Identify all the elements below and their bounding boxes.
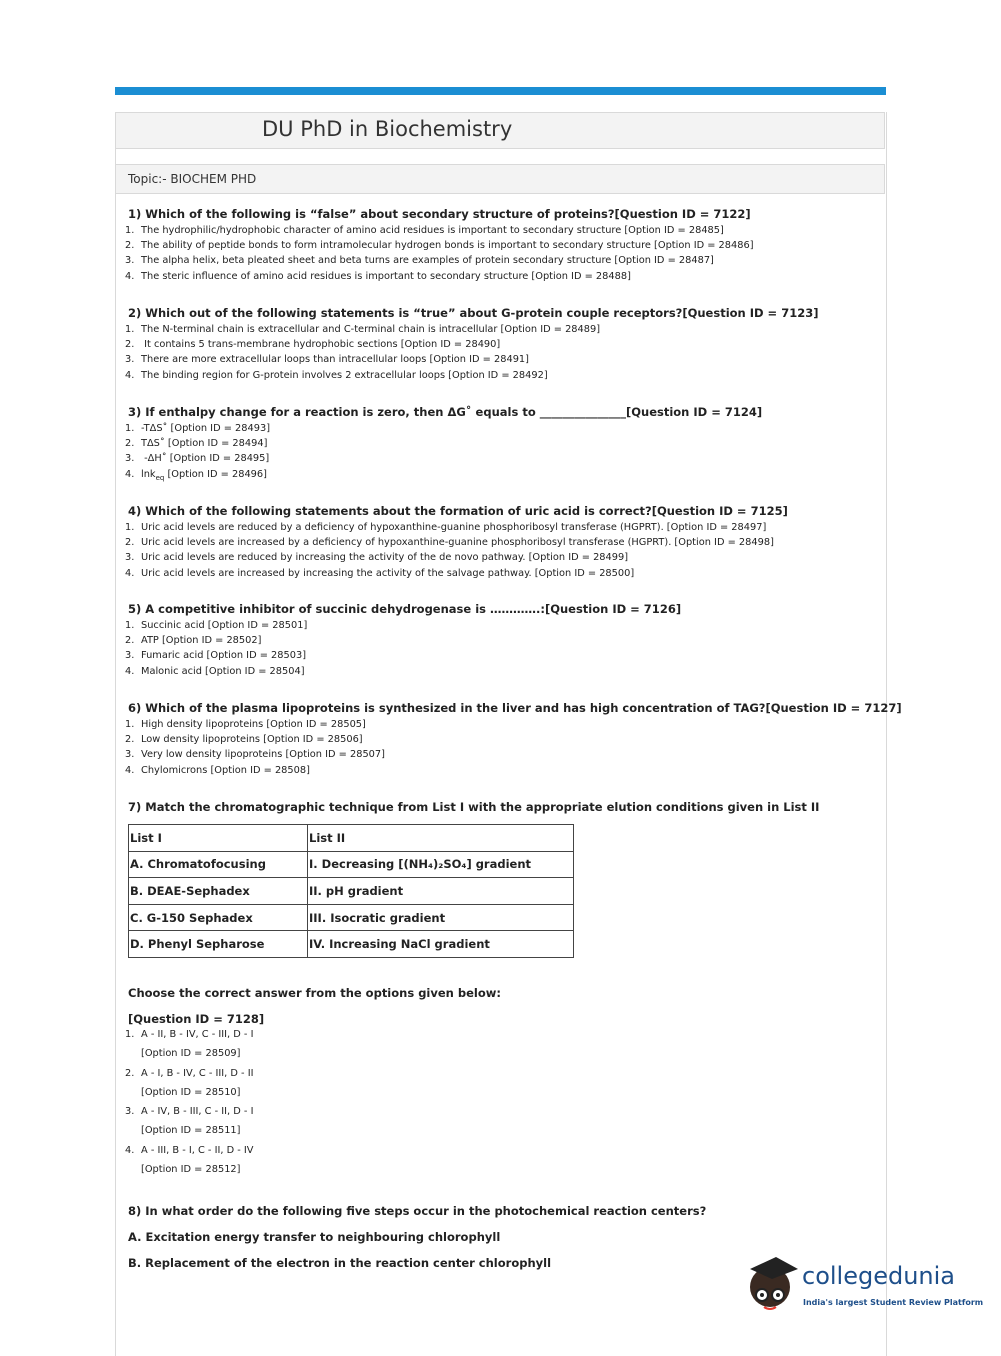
option[interactable]: 2. A - I, B - IV, C - III, D - II [Option ID = 28510] [125, 1067, 254, 1098]
question-7: 7) Match the chromatographic technique from List I with the appropriate elution conditions given in List II [128, 800, 820, 814]
question-6: 6) Which of the plasma lipoproteins is synthesized in the liver and has high concentration of TAG?[Question ID = 7127] [128, 701, 902, 715]
option[interactable]: 2. ATP [Option ID = 28502] [125, 635, 262, 647]
table-cell: C. G-150 Sephadex [129, 904, 308, 931]
option[interactable]: 1. -TΔS˚ [Option ID = 28493] [125, 423, 271, 434]
option[interactable]: 1. Succinic acid [Option ID = 28501] [125, 620, 308, 631]
q7-instruction: Choose the correct answer from the options given below: [128, 986, 501, 1000]
question-1: 1) Which of the following is “false” about secondary structure of proteins?[Question ID = 7122] [128, 207, 751, 221]
table-cell: III. Isocratic gradient [308, 904, 574, 931]
option[interactable]: 3. -ΔH˚ [Option ID = 28495] [125, 453, 270, 465]
option[interactable]: 4. Chylomicrons [Option ID = 28508] [125, 764, 310, 776]
question-6-options [125, 717, 385, 778]
match-table [128, 824, 574, 958]
logo-tagline: India's largest Student Review Platform [803, 1298, 984, 1307]
option[interactable]: 1. Uric acid levels are reduced by a deficiency of hypoxanthine-guanine phosphoribosyl transferase (HGPRT). [Option ID = 28497] [125, 522, 767, 533]
q7-question-id: [Question ID = 7128] [128, 1012, 265, 1026]
option[interactable]: 3. Uric acid levels are reduced by increasing the activity of the de novo pathway. [Option ID = 28499] [125, 552, 629, 564]
header-separator [115, 149, 885, 165]
question-3: 3) If enthalpy change for a reaction is zero, then ΔG˚ equals to _______________[Question ID = 7124] [128, 405, 763, 419]
topic-label: Topic:- BIOCHEM PHD [128, 172, 257, 186]
table-row [129, 851, 574, 878]
option[interactable]: 4. The binding region for G-protein involves 2 extracellular loops [Option ID = 28492] [125, 369, 548, 381]
option[interactable]: 3. Very low density lipoproteins [Option ID = 28507] [125, 749, 385, 761]
option[interactable]: 4. Malonic acid [Option ID = 28504] [125, 665, 305, 677]
question-8: 8) In what order do the following five steps occur in the photochemical reaction centers? [128, 1204, 707, 1218]
option[interactable]: 4. A - III, B - I, C - II, D - IV [Option ID = 28512] [125, 1144, 254, 1175]
option[interactable]: 1. High density lipoproteins [Option ID = 28505] [125, 719, 366, 730]
option[interactable]: 2. The ability of peptide bonds to form intramolecular hydrogen bonds is important to secondary structure [Option ID = 28486] [125, 240, 754, 252]
question-4-options [125, 520, 774, 581]
table-row [129, 904, 574, 931]
logo-name: collegedunia [802, 1262, 956, 1290]
page-title: DU PhD in Biochemistry [262, 117, 513, 141]
option[interactable]: 3. Fumaric acid [Option ID = 28503] [125, 650, 307, 662]
table-cell: IV. Increasing NaCl gradient [308, 931, 574, 958]
option[interactable]: 2. Uric acid levels are increased by a deficiency of hypoxanthine-guanine phosphoribosyl transferase (HGPRT). [Option ID = 28498] [125, 537, 774, 549]
table-cell: D. Phenyl Sepharose [129, 931, 308, 958]
option[interactable]: 3. A - IV, B - III, C - II, D - I [Option ID = 28511] [125, 1106, 254, 1137]
table-cell: II. pH gradient [308, 878, 574, 905]
option[interactable]: 2. TΔS˚ [Option ID = 28494] [125, 438, 268, 450]
option[interactable]: 3. The alpha helix, beta pleated sheet and beta turns are examples of protein secondary structure [Option ID = 28487] [125, 255, 714, 267]
option[interactable]: 4. Uric acid levels are increased by increasing the activity of the salvage pathway. [Option ID = 28500] [125, 567, 635, 579]
table-row [129, 825, 574, 852]
table-cell: A. Chromatofocusing [129, 851, 308, 878]
question-2-options [125, 322, 600, 383]
mascot-icon [750, 1257, 798, 1309]
q8-step-a: A. Excitation energy transfer to neighbouring chlorophyll [128, 1230, 501, 1244]
option[interactable]: 2. It contains 5 trans-membrane hydrophobic sections [Option ID = 28490] [125, 339, 501, 351]
table-row [129, 931, 574, 958]
table-cell: List II [308, 825, 574, 852]
option[interactable]: 1. The hydrophilic/hydrophobic character of amino acid residues is important to secondary structure [Option ID = 28485] [125, 225, 724, 236]
table-cell: I. Decreasing [(NH₄)₂SO₄] gradient [308, 851, 574, 878]
question-5: 5) A competitive inhibitor of succinic dehydrogenase is ………….:[Question ID = 7126] [128, 602, 682, 616]
option[interactable]: 3. There are more extracellular loops than intracellular loops [Option ID = 28491] [125, 354, 529, 366]
option[interactable]: 2. Low density lipoproteins [Option ID = 28506] [125, 734, 363, 746]
header-accent-bar [115, 87, 886, 95]
question-7-options [125, 1029, 253, 1183]
question-5-options [125, 618, 307, 679]
option[interactable]: 1. A - II, B - IV, C - III, D - I [Option ID = 28509] [125, 1029, 254, 1059]
question-1-options [125, 223, 754, 284]
option[interactable]: 4. lnk$_{eq}$ [Option ID = 28496] [125, 468, 267, 482]
table-cell: List I [129, 825, 308, 852]
question-2: 2) Which out of the following statements is “true” about G-protein couple receptors?[Question ID = 7123] [128, 306, 819, 320]
table-row [129, 878, 574, 905]
q8-step-b: B. Replacement of the electron in the reaction center chlorophyll [128, 1256, 552, 1270]
option[interactable]: 4. The steric influence of amino acid residues is important to secondary structure [Option ID = 28488] [125, 270, 631, 282]
question-4: 4) Which of the following statements about the formation of uric acid is correct?[Question ID = 7125] [128, 504, 788, 518]
question-3-options [125, 421, 270, 486]
table-cell: B. DEAE-Sephadex [129, 878, 308, 905]
option[interactable]: 1. The N-terminal chain is extracellular and C-terminal chain is intracellular [Option ID = 28489] [125, 324, 601, 335]
